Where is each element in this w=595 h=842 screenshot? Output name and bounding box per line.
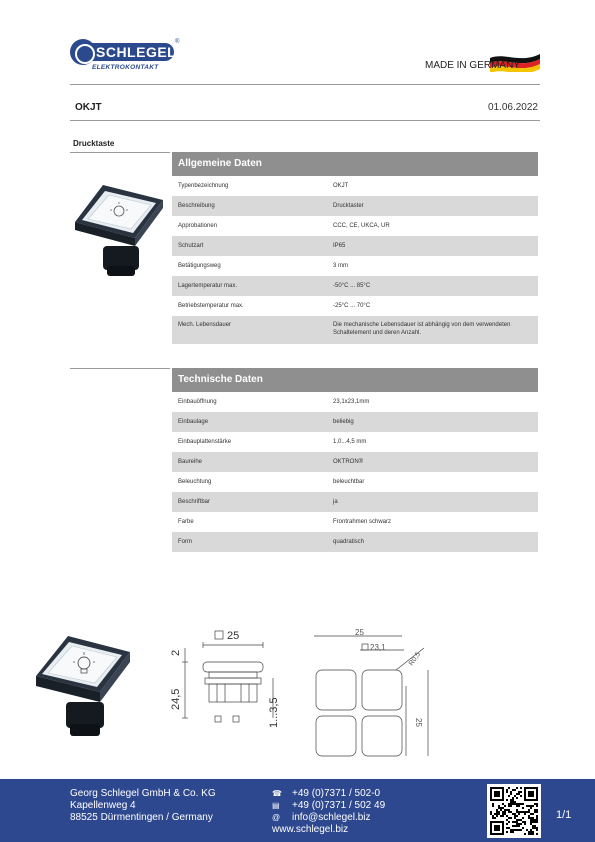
row-value: CCC, CE, UKCA, UR [333,223,390,229]
email-icon: @ [272,813,281,822]
footer-web[interactable]: www.schlegel.biz [272,824,349,835]
general-row [172,276,538,296]
logo-name: SCHLEGEL [96,44,177,60]
footer-city: 88525 Dürmentingen / Germany [70,812,213,823]
logo-registered: ® [175,39,180,45]
general-row [172,256,538,276]
general-row [172,196,538,216]
row-value: Die mechanische Lebensdauer ist abhängig von dem verwendeten Schaltelement und deren Anzahl. [333,322,511,336]
logo-emblem [70,39,96,65]
technical-row [172,432,538,452]
technical-row [172,532,538,552]
technical-data-table [172,368,538,552]
technical-row [172,512,538,532]
row-label: Einbauplattenstärke [178,439,232,445]
technical-row [172,472,538,492]
made-in-germany: MADE IN GERMANY [424,60,520,71]
section-rule-2 [70,368,170,369]
section-label: Drucktaste [73,139,115,148]
footer [0,779,595,842]
technical-row [172,492,538,512]
footer-email[interactable]: info@schlegel.biz [292,812,371,823]
row-value: Frontrahmen schwarz [333,519,392,525]
row-value: 3 mm [333,263,348,269]
row-label: Lagertemperatur max. [178,283,238,289]
side-view-drawing [165,628,295,738]
row-label: Betriebstemperatur max. [178,303,244,309]
row-label: Beschriftbar [178,499,211,505]
dim-top-label: 2 [170,649,182,656]
row-value: OKJT [333,183,349,189]
row-value: quadratisch [333,539,365,545]
phone-icon: ☎ [272,789,282,798]
row-value: 23,1x23,1mm [333,399,370,405]
technical-row [172,392,538,412]
row-label: Farbe [178,519,194,525]
doc-title: OKJT [75,102,102,113]
section-rule [70,152,170,153]
footer-fax: +49 (0)7371 / 502 49 [292,800,386,811]
schlegel-logo [70,39,180,73]
dim-side-label: 25 [414,718,423,727]
row-value: Drucktaster [333,203,364,209]
fax-icon: ▤ [272,801,280,810]
row-label: Approbationen [178,223,218,229]
product-photo [73,180,165,280]
row-label: Beschreibung [178,203,215,209]
doc-date: 01.06.2022 [487,102,538,113]
general-row [172,296,538,316]
row-label: Betätigungsweg [178,263,221,269]
dim-panel-label: 1...3,5 [268,697,280,728]
qr-code[interactable] [487,784,541,838]
dim-cutout-b-label: 23,1 [370,643,386,652]
row-label: Form [178,539,192,545]
row-label: Typenbezeichnung [178,183,229,189]
title-rule [70,120,540,121]
dim-height-label: 24,5 [170,688,182,710]
header-rule [70,84,540,85]
row-value: -50°C ... 85°C [333,283,371,289]
cutout-drawing [300,626,440,762]
dim-radius-label: R0,5 [407,651,423,668]
general-row [172,316,538,344]
row-value: beleuchtbar [333,479,365,485]
row-value: 1,0...4,5 mm [333,439,367,445]
general-row [172,236,538,256]
product-photo-large [32,632,132,740]
dim-cutout-a-label: 25 [355,628,364,637]
row-value: IP65 [333,243,346,249]
row-value: OKTRON® [333,459,364,465]
general-data-table [172,152,538,344]
row-value: ja [333,499,338,505]
general-row [172,216,538,236]
footer-street: Kapellenweg 4 [70,800,136,811]
dim-front-label: 25 [227,630,240,642]
footer-address [70,788,216,824]
page-number: 1/1 [556,809,572,821]
row-value: -25°C ... 70°C [333,303,371,309]
general-data-heading: Allgemeine Daten [172,152,538,176]
technical-data-heading: Technische Daten [172,368,538,392]
general-row [172,176,538,196]
footer-contact [272,788,385,836]
footer-phone[interactable]: +49 (0)7371 / 502-0 [292,788,381,799]
row-label: Einbaulage [178,419,209,425]
technical-row [172,412,538,432]
footer-company: Georg Schlegel GmbH & Co. KG [70,788,216,799]
row-value: beliebig [333,419,354,425]
row-label: Einbauöffnung [178,399,217,405]
qr-code-icon [490,787,538,835]
row-label: Beleuchtung [178,479,212,485]
row-label: Mech. Lebensdauer [178,322,232,328]
row-label: Schutzart [178,243,204,249]
logo-subtitle: ELEKTROKONTAKT [92,64,159,71]
technical-row [172,452,538,472]
row-label: Baureihe [178,459,203,465]
